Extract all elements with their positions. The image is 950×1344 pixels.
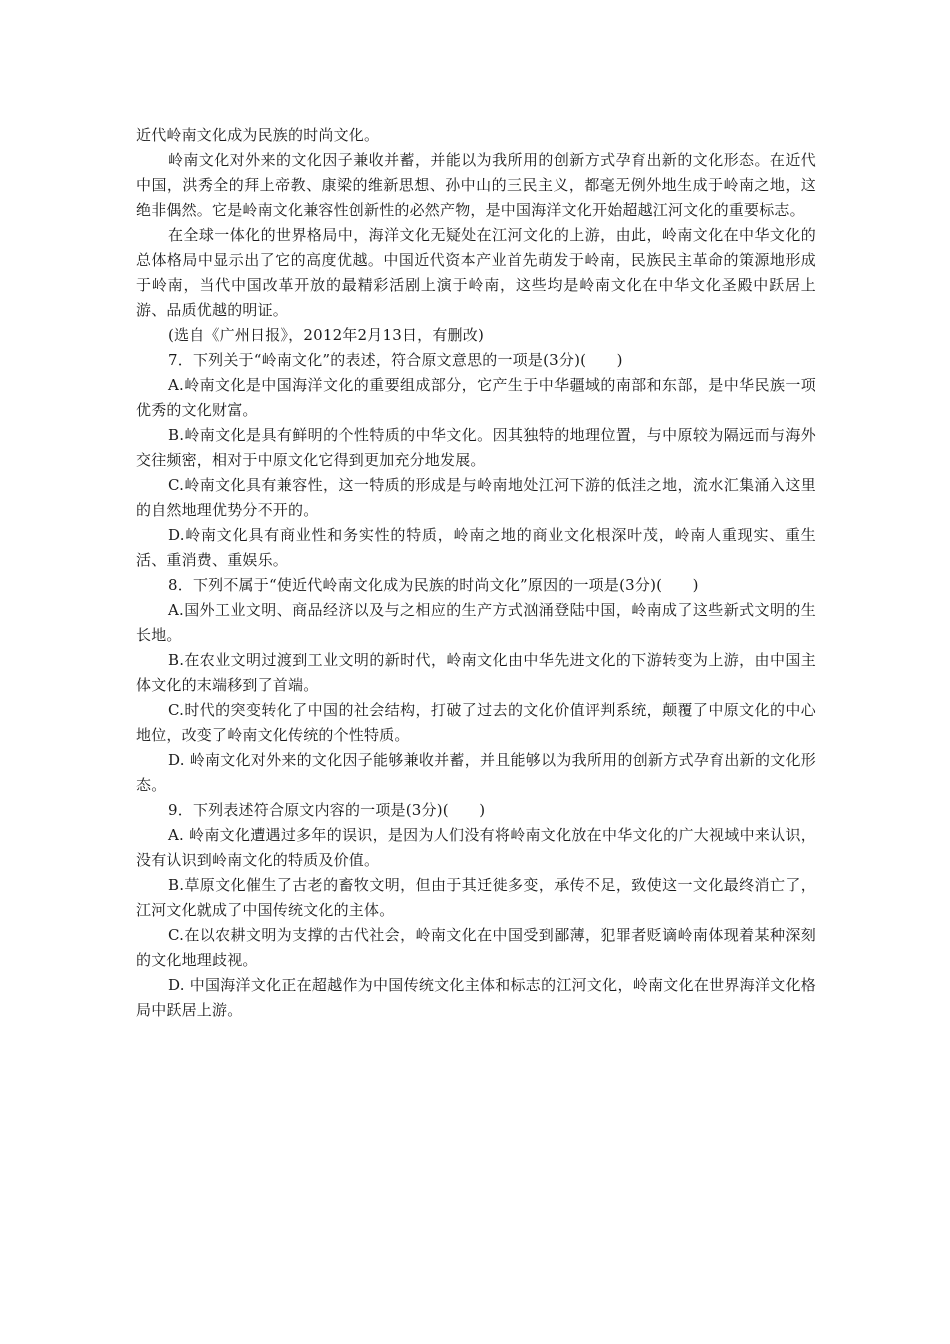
option-c: C.时代的突变转化了中国的社会结构，打破了过去的文化价值评判系统，颠覆了中原文化的中心地位，改变了岭南文化传统的个性特质。 [136, 701, 816, 744]
passage-paragraph: 近代岭南文化成为民族的时尚文化。 [136, 126, 380, 144]
passage-paragraph: 岭南文化对外来的文化因子兼收并蓄，并能以为我所用的创新方式孕育出新的文化形态。在近代中国，洪秀全的拜上帝教、康梁的维新思想、孙中山的三民主义，都毫无例外地生成于岭南之地，这绝非偶然。它是岭南文化兼容性创新性的必然产物，是中国海洋文化开始超越江河文化的重要标志。 [136, 151, 816, 219]
question-stem: 7．下列关于“岭南文化”的表述，符合原文意思的一项是(3分)( ) [168, 351, 623, 369]
option-d: D. 岭南文化对外来的文化因子能够兼收并蓄，并且能够以为我所用的创新方式孕育出新的文化形态。 [136, 751, 816, 794]
question-7 [136, 348, 816, 573]
passage-paragraph: 在全球一体化的世界格局中，海洋文化无疑处在江河文化的上游，由此，岭南文化在中华文化的总体格局中显示出了它的高度优越。中国近代资本产业首先萌发于岭南，民族民主革命的策源地形成于岭南，当代中国改革开放的最精彩活剧上演于岭南，这些均是岭南文化在中华文化圣殿中跃居上游、品质优越的明证。 [136, 226, 816, 319]
option-c: C.岭南文化具有兼容性，这一特质的形成是与岭南地处江河下游的低洼之地，流水汇集涌入这里的自然地理优势分不开的。 [136, 476, 816, 519]
option-c: C.在以农耕文明为支撑的古代社会，岭南文化在中国受到鄙薄，犯罪者贬谪岭南体现着某种深刻的文化地理歧视。 [136, 926, 816, 969]
option-d: D. 中国海洋文化正在超越作为中国传统文化主体和标志的江河文化，岭南文化在世界海洋文化格局中跃居上游。 [136, 976, 816, 1019]
page-content [136, 123, 816, 1023]
question-9 [136, 798, 816, 1023]
option-d: D.岭南文化具有商业性和务实性的特质，岭南之地的商业文化根深叶茂，岭南人重现实、重生活、重消费、重娱乐。 [136, 526, 816, 569]
option-a: A. 岭南文化遭遇过多年的误识，是因为人们没有将岭南文化放在中华文化的广大视域中来认识，没有认识到岭南文化的特质及价值。 [136, 826, 816, 869]
option-b: B.草原文化催生了古老的畜牧文明，但由于其迁徙多变，承传不足，致使这一文化最终消亡了，江河文化就成了中国传统文化的主体。 [136, 876, 816, 919]
source-citation: (选自《广州日报》，2012年2月13日，有删改) [168, 326, 485, 344]
option-a: A.国外工业文明、商品经济以及与之相应的生产方式汹涌登陆中国，岭南成了这些新式文明的生长地。 [136, 601, 816, 644]
question-stem: 8．下列不属于“使近代岭南文化成为民族的时尚文化”原因的一项是(3分)( ) [168, 576, 699, 594]
question-stem: 9．下列表述符合原文内容的一项是(3分)( ) [168, 801, 486, 819]
option-b: B.在农业文明过渡到工业文明的新时代，岭南文化由中华先进文化的下游转变为上游，由中国主体文化的末端移到了首端。 [136, 651, 816, 694]
question-8 [136, 573, 816, 798]
option-b: B.岭南文化是具有鲜明的个性特质的中华文化。因其独特的地理位置，与中原较为隔远而与海外交往频密，相对于中原文化它得到更加充分地发展。 [136, 426, 816, 469]
option-a: A.岭南文化是中国海洋文化的重要组成部分，它产生于中华疆域的南部和东部，是中华民族一项优秀的文化财富。 [136, 376, 816, 419]
